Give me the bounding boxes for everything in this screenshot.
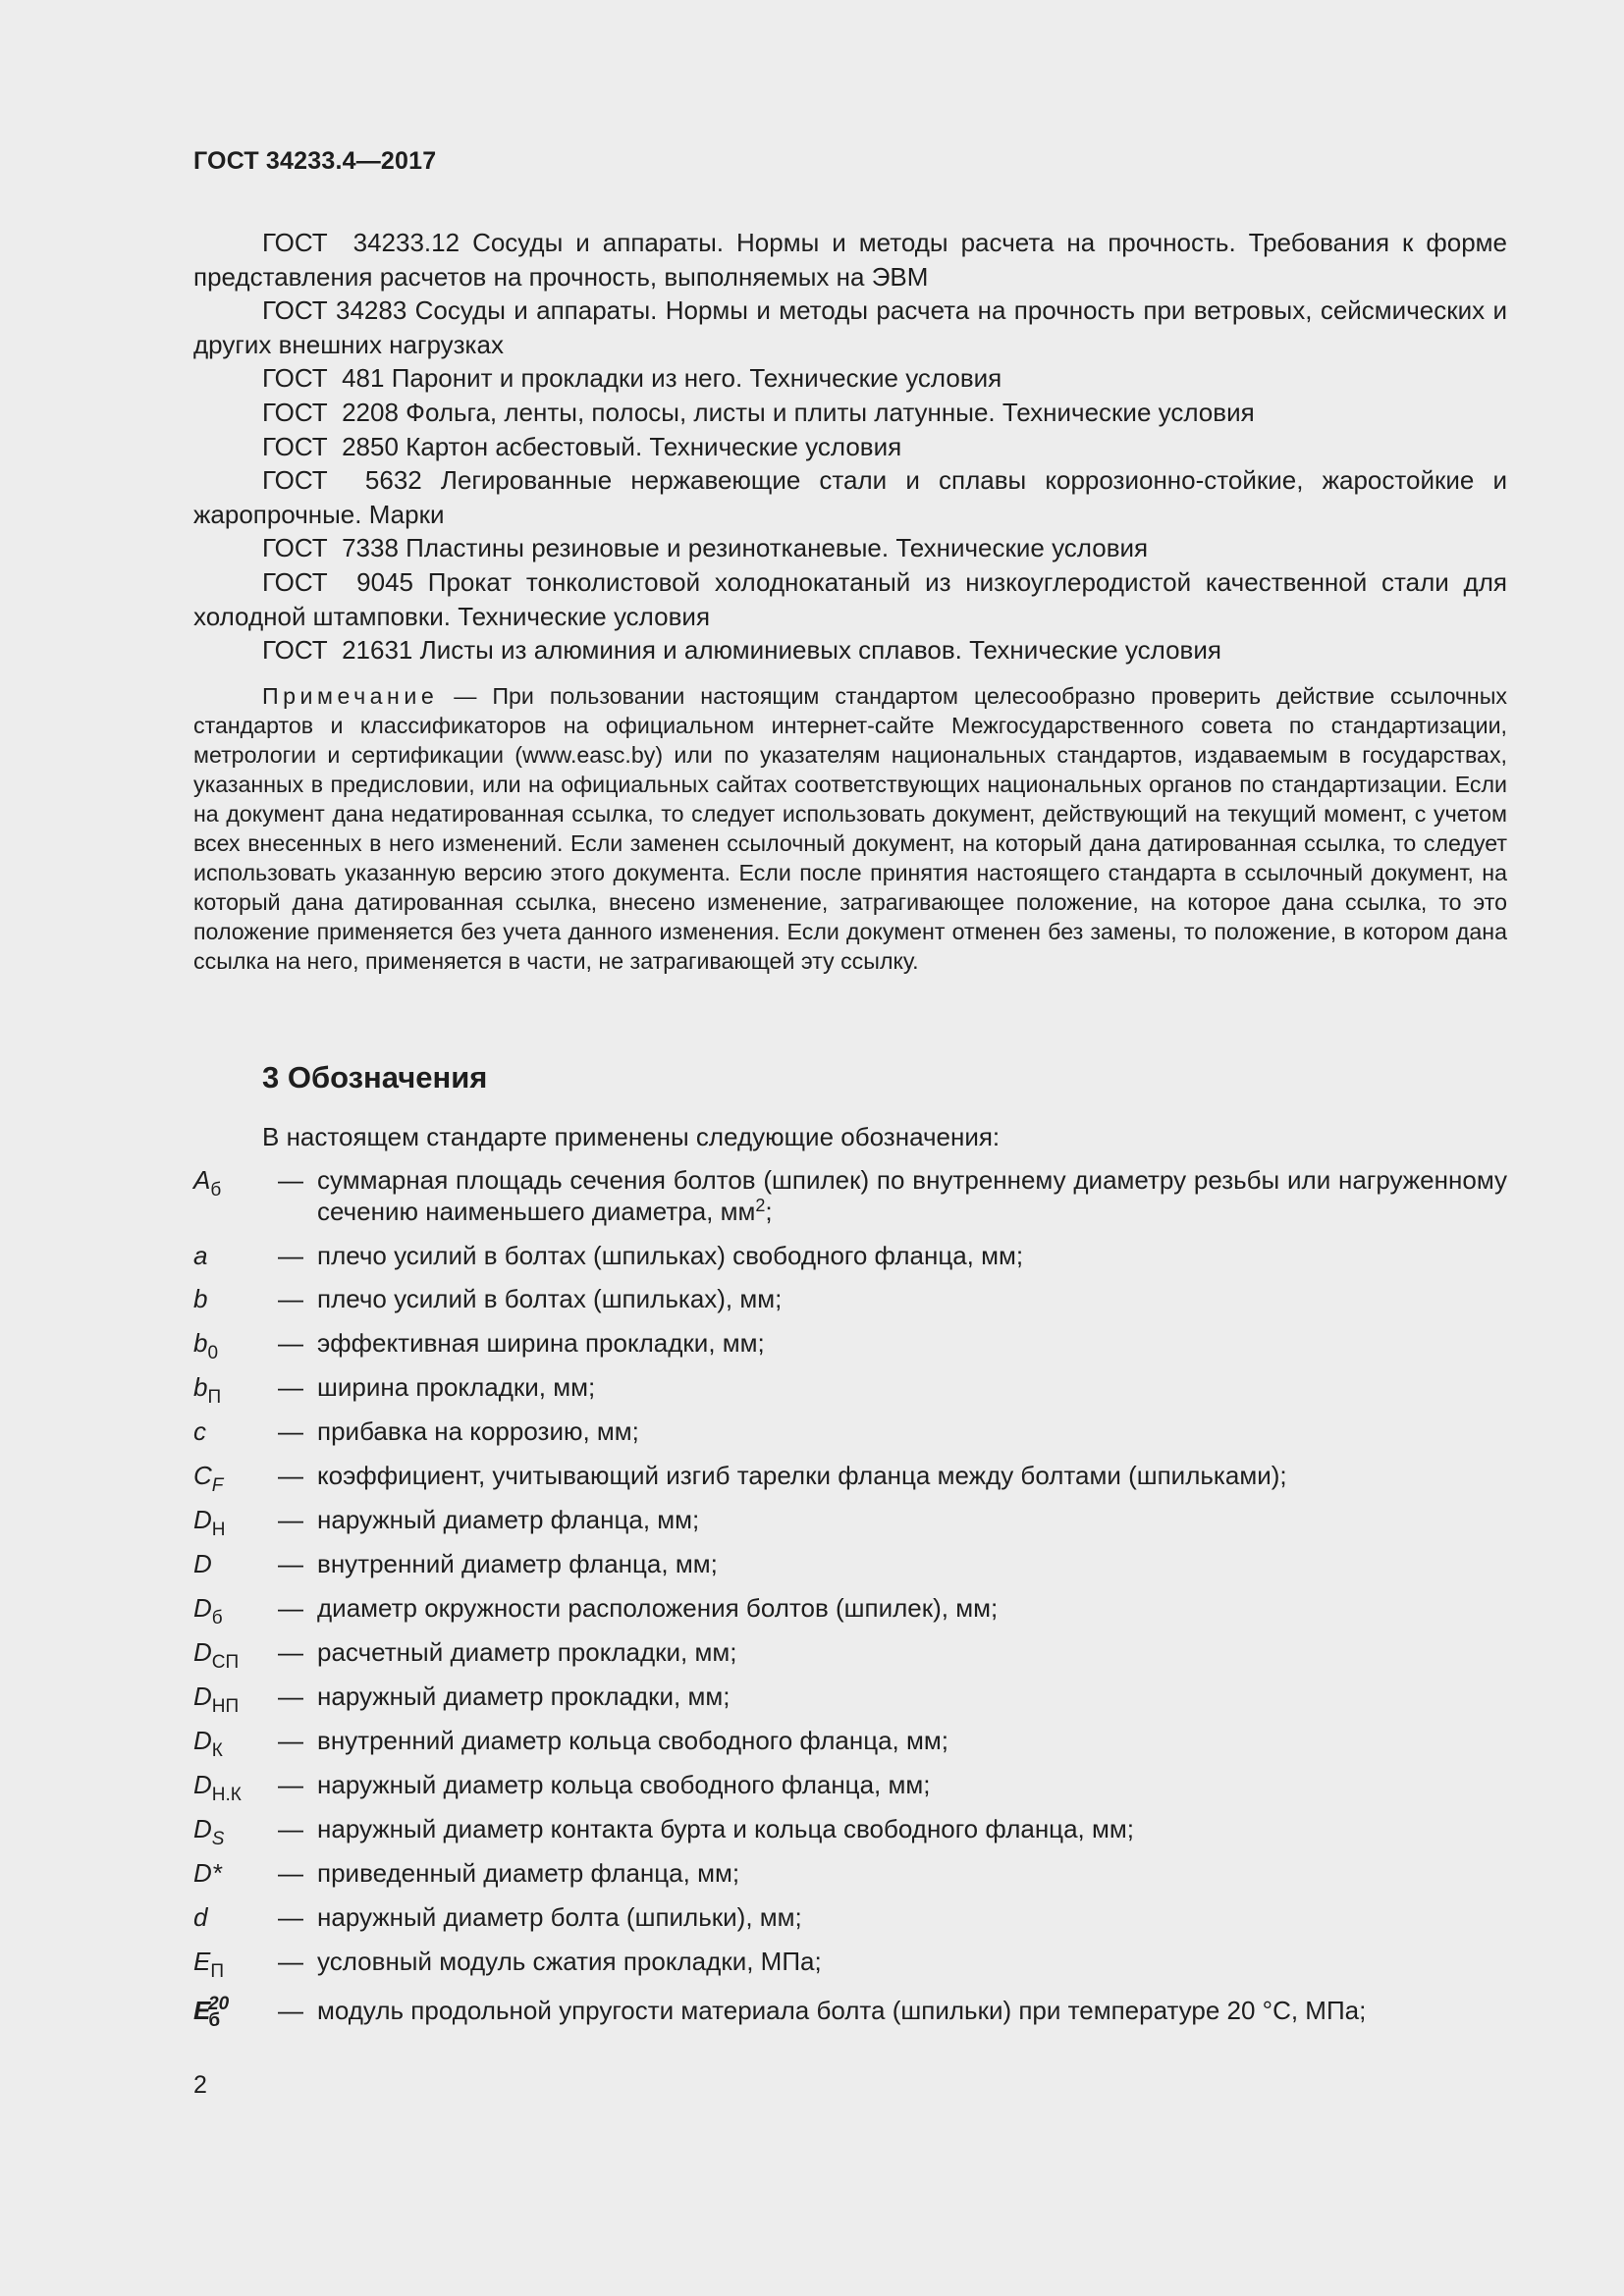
symbol: d xyxy=(193,1902,208,1932)
definition-item: $D_S$ — наружный диаметр контакта бурта и кольца свободного фланца, мм; xyxy=(193,1813,1507,1844)
symbol: $D_S$ xyxy=(193,1814,225,1849)
definition-item: a — плечо усилий в болтах (шпильках) свободного фланца, мм; xyxy=(193,1240,1507,1271)
definition-text: наружный диаметр фланца, мм; xyxy=(317,1505,700,1534)
definition-item: $b_П$ — ширина прокладки, мм; xyxy=(193,1371,1507,1403)
definition-text: ширина прокладки, мм; xyxy=(317,1372,596,1402)
definition-item: $D_К$ — внутренний диаметр кольца свободного фланца, мм; xyxy=(193,1725,1507,1756)
reference-item: ГОСТ 34233.12 Сосуды и аппараты. Нормы и методы расчета на прочность. Требования к форме представления расчетов на прочность, выполняемых на ЭВМ xyxy=(193,228,1508,292)
definition-text: плечо усилий в болтах (шпильках) свободного фланца, мм; xyxy=(317,1241,1024,1270)
definition-text: наружный диаметр контакта бурта и кольца свободного фланца, мм; xyxy=(317,1814,1134,1843)
definition-item: $C_F$ — коэффициент, учитывающий изгиб тарелки фланца между болтами (шпильками); xyxy=(193,1460,1507,1491)
definition-text: эффективная ширина прокладки, мм; xyxy=(317,1328,765,1358)
section-title: 3 Обозначения xyxy=(262,1060,488,1095)
page-number: 2 xyxy=(193,2071,207,2099)
note-text: — При пользовании настоящим стандартом целесообразно проверить действие ссылочных стандартов и классификаторов на официальном интернет-сайте Межгосударственного совета по стандартизации, метрологии и сертификации (www.easc.by) или по указателям национальных стандартов, издаваемым в государствах, указанных в предисловии, или на официальных сайтах соответствующих национальных органов по стандартизации. Если на документ дана недатированная ссылка, то следует использовать документ, действующий на текущий момент, с учетом всех внесенных в него изменений. Если заменен ссылочный документ, на который дана датированная ссылка, то следует использовать указанную версию этого документа. Если после принятия настоящего стандарта в ссылочный документ, на который дана датированная ссылка, внесено изменение, затрагивающее положение, на которое дана ссылка, то это положение применяется без учета данного изменения. Если документ отменен без замены, то положение, в котором дана ссылка на него, применяется в части, не затрагивающей эту ссылку. xyxy=(193,683,1507,974)
definition-text: условный модуль сжатия прокладки, МПа; xyxy=(317,1947,822,1976)
symbol: $D_б$ xyxy=(193,1593,223,1629)
symbol: $D_{Н.К}$ xyxy=(193,1770,242,1805)
definition-text: внутренний диаметр кольца свободного фланца, мм; xyxy=(317,1726,948,1755)
definition-text: плечо усилий в болтах (шпильках), мм; xyxy=(317,1284,783,1313)
definition-item: D* — приведенный диаметр фланца, мм; xyxy=(193,1857,1507,1889)
symbol: D* xyxy=(193,1858,222,1888)
page-header-standard-id: ГОСТ 34233.4—2017 xyxy=(193,147,437,175)
definition-item: $b_0$ — эффективная ширина прокладки, мм; xyxy=(193,1327,1507,1359)
definition-item: D — внутренний диаметр фланца, мм; xyxy=(193,1548,1507,1579)
symbol: $D_К$ xyxy=(193,1726,223,1761)
reference-item: ГОСТ 34283 Сосуды и аппараты. Нормы и методы расчета на прочность при ветровых, сейсмических и других внешних нагрузках xyxy=(193,295,1507,359)
definition-item: $E_б^{20}$ — модуль продольной упругости материала болта (шпильки) при температуре 20 °С, МПа; xyxy=(193,1995,1507,2026)
definition-item: $D_{СП}$ — расчетный диаметр прокладки, мм; xyxy=(193,1636,1507,1668)
definition-text: расчетный диаметр прокладки, мм; xyxy=(317,1637,737,1667)
symbol: $b_0$ xyxy=(193,1328,219,1363)
reference-item: ГОСТ 2208 Фольга, ленты, полосы, листы и плиты латунные. Технические условия xyxy=(262,397,1255,427)
definition-item: $A_б$ — суммарная площадь сечения болтов (шпилек) по внутреннему диаметру резьбы или нагруженному сечению наименьшего диаметра, $мм^2$; xyxy=(193,1165,1507,1226)
symbol: a xyxy=(193,1241,208,1270)
definition-item: b — плечо усилий в болтах (шпильках), мм; xyxy=(193,1283,1507,1314)
reference-item: ГОСТ 9045 Прокат тонколистовой холоднокатаный из низкоуглеродистой качественной стали для холодной штамповки. Технические условия xyxy=(193,566,1507,631)
reference-item: ГОСТ 481 Паронит и прокладки из него. Технические условия xyxy=(262,363,1002,394)
definition-item: d — наружный диаметр болта (шпильки), мм; xyxy=(193,1901,1507,1933)
definition-item: $E_П$ — условный модуль сжатия прокладки, МПа; xyxy=(193,1946,1507,1977)
references-note xyxy=(193,681,1507,976)
reference-item: ГОСТ 21631 Листы из алюминия и алюминиевых сплавов. Технические условия xyxy=(262,635,1221,666)
reference-item: ГОСТ 7338 Пластины резиновые и резинотканевые. Технические условия xyxy=(262,533,1149,563)
definition-text: приведенный диаметр фланца, мм; xyxy=(317,1858,740,1888)
symbol: $b_П$ xyxy=(193,1372,222,1408)
reference-item: ГОСТ 2850 Картон асбестовый. Технические условия xyxy=(262,431,902,461)
definition-item: $D_{Н.К}$ — наружный диаметр кольца свободного фланца, мм; xyxy=(193,1769,1507,1800)
definition-text: прибавка на коррозию, мм; xyxy=(317,1416,639,1446)
definition-text: диаметр окружности расположения болтов (шпилек), мм; xyxy=(317,1593,999,1623)
symbol: $C_F$ xyxy=(193,1461,224,1496)
note-label: Примечание xyxy=(262,683,439,709)
symbol: c xyxy=(193,1416,206,1446)
symbol: $A_б$ xyxy=(193,1165,222,1201)
definition-text: наружный диаметр болта (шпильки), мм; xyxy=(317,1902,802,1932)
definition-text: наружный диаметр прокладки, мм; xyxy=(317,1682,731,1711)
definition-item: $D_{НП}$ — наружный диаметр прокладки, мм; xyxy=(193,1681,1507,1712)
symbol: b xyxy=(193,1284,208,1313)
definition-item: c — прибавка на коррозию, мм; xyxy=(193,1415,1507,1447)
symbol: $D_{СП}$ xyxy=(193,1637,240,1673)
definition-text: наружный диаметр кольца свободного фланца, мм; xyxy=(317,1770,931,1799)
symbol: D xyxy=(193,1549,212,1578)
definition-text: коэффициент, учитывающий изгиб тарелки фланца между болтами (шпильками); xyxy=(317,1461,1287,1490)
definition-text: внутренний диаметр фланца, мм; xyxy=(317,1549,718,1578)
definition-text: суммарная площадь сечения болтов (шпилек) по внутреннему диаметру резьбы или нагруженному сечению наименьшего диаметра, $мм^2$; xyxy=(317,1165,1507,1226)
symbol: $D_{НП}$ xyxy=(193,1682,240,1717)
symbol: $E_б^{20}$ xyxy=(193,1994,230,2031)
section-intro: В настоящем стандарте применены следующие обозначения: xyxy=(262,1122,1001,1151)
reference-item: ГОСТ 5632 Легированные нержавеющие стали и сплавы коррозионно-стойкие, жаростойкие и жаропрочные. Марки xyxy=(193,465,1507,529)
definition-item: $D_Н$ — наружный диаметр фланца, мм; xyxy=(193,1504,1507,1535)
symbol: $D_Н$ xyxy=(193,1505,226,1540)
definition-item: $D_б$ — диаметр окружности расположения болтов (шпилек), мм; xyxy=(193,1592,1507,1624)
normative-references-list xyxy=(193,226,1507,667)
definition-text: модуль продольной упругости материала болта (шпильки) при температуре 20 °С, МПа; xyxy=(317,1996,1367,2025)
symbol: $E_П$ xyxy=(193,1947,224,1982)
